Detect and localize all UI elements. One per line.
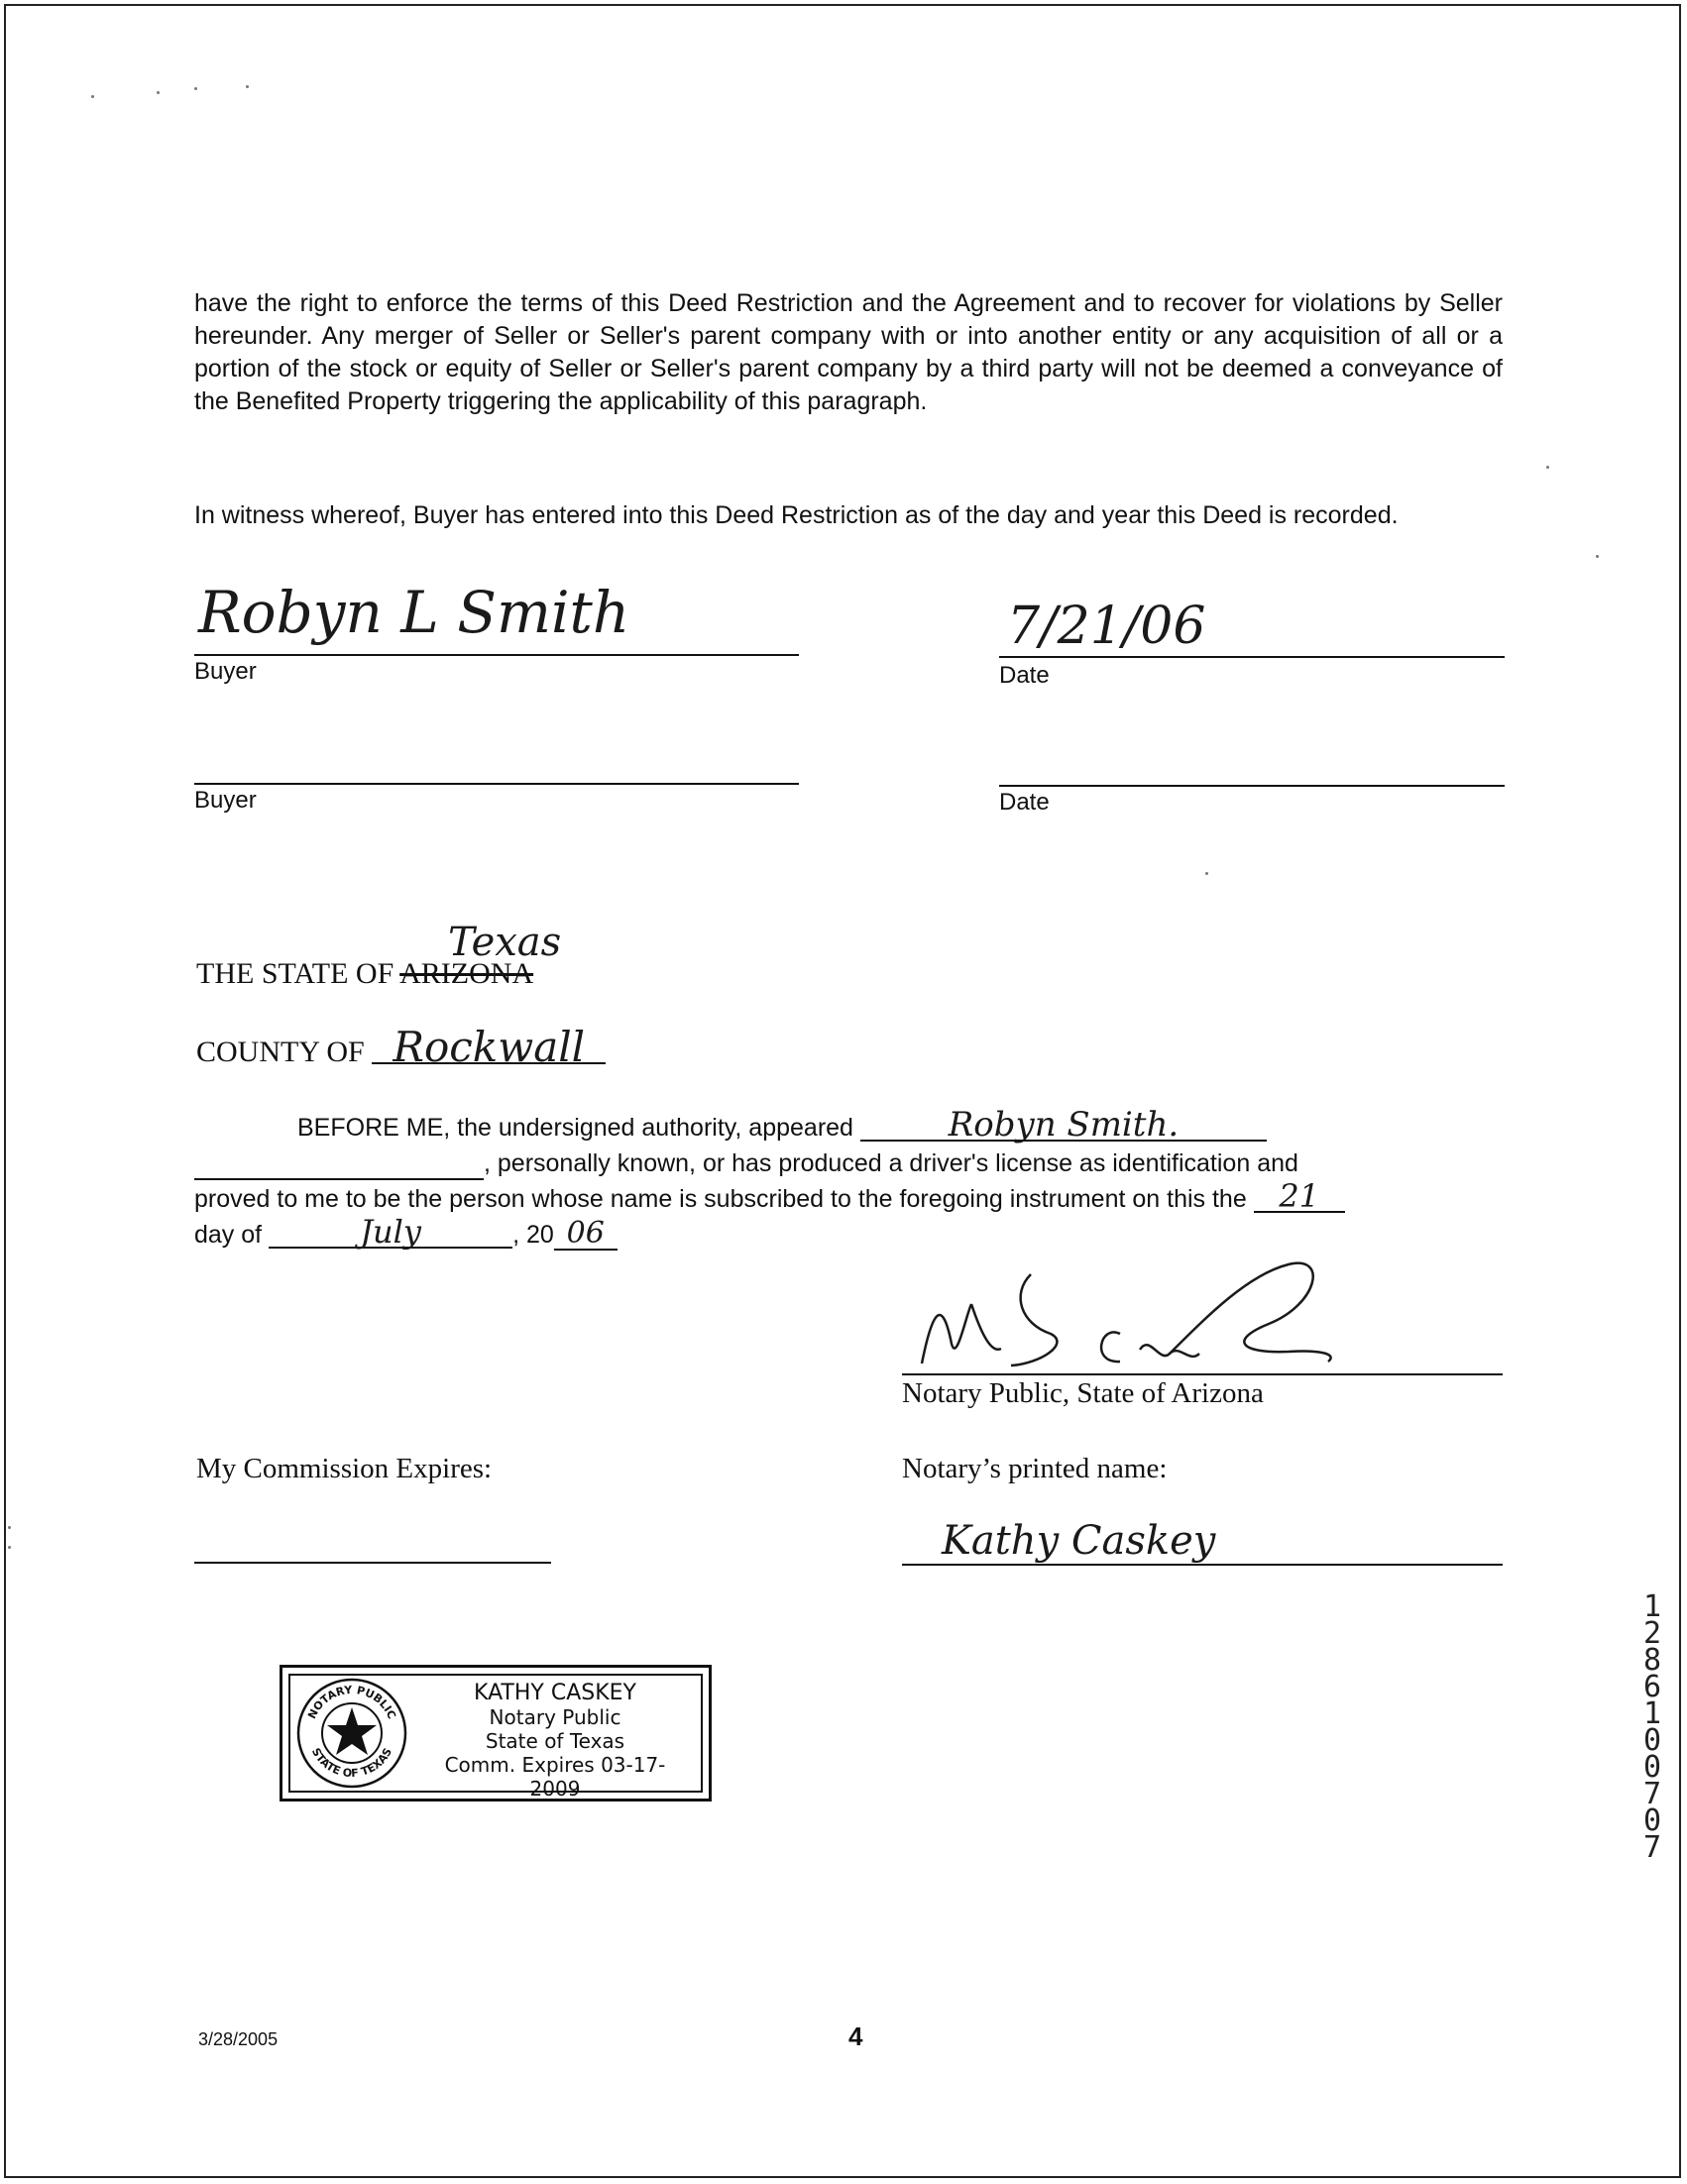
deed-paragraph: have the right to enforce the terms of this Deed Restriction and the Agreement and to recover for violations by Seller hereunder. Any merger of Seller or Seller's parent company with or into another entity or any acquisition of all or a portion of the stock or equity of Seller or Seller's parent company by a third party will not be deemed a conveyance of the Benefited Property triggering the applicability of this paragraph.: [194, 289, 1503, 415]
day-value: 21: [1254, 1181, 1345, 1213]
recording-number: 12861 00707: [1642, 1589, 1662, 1865]
ack-text-3: proved to me to be the person whose name is subscribed to the foregoing instrument on this the: [194, 1185, 1247, 1213]
stamp-line-2: Notary Public: [489, 1705, 621, 1729]
seal-ring-top: NOTARY PUBLIC: [305, 1683, 398, 1721]
ack-text-4: day of: [194, 1221, 263, 1249]
date-label-2: Date: [999, 789, 1050, 816]
buyer-signature: Robyn L Smith: [198, 579, 630, 646]
commission-label: My Commission Expires:: [196, 1453, 493, 1484]
printed-name-line: [902, 1564, 1503, 1566]
printed-name-label: Notary’s printed name:: [902, 1453, 1168, 1484]
ack-text-2: , personally known, or has produced a driver's license as identification and: [484, 1149, 1298, 1177]
notary-signature-line: [902, 1373, 1503, 1375]
stamp-name: KATHY CASKEY: [474, 1681, 636, 1705]
notary-signature-label: Notary Public, State of Arizona: [902, 1377, 1264, 1409]
year-value: 06: [554, 1219, 618, 1251]
county-line: [196, 1023, 606, 1071]
buyer-signature-line: [194, 654, 799, 656]
buyer-signature-line-2: [194, 783, 799, 785]
date-line: [999, 656, 1505, 658]
scan-speck: [91, 95, 94, 98]
scan-speck: [1596, 555, 1599, 558]
acknowledgment: [194, 1105, 1503, 1253]
footer-date: 3/28/2005: [198, 2029, 279, 2049]
date-line-2: [999, 785, 1505, 787]
buyer-label: Buyer: [194, 658, 257, 685]
blank-field: [194, 1148, 484, 1180]
scan-speck: [157, 91, 160, 94]
scan-speck: [194, 87, 197, 90]
page-number: 4: [848, 2021, 863, 2051]
scan-speck: [8, 1546, 11, 1549]
notary-printed-name: Kathy Caskey: [942, 1518, 1216, 1564]
handwritten-county: Rockwall: [372, 1033, 606, 1064]
state-prefix: THE STATE OF: [196, 957, 394, 990]
month-value: July: [269, 1217, 512, 1249]
commission-line: [194, 1562, 551, 1564]
notary-signature: [912, 1255, 1348, 1377]
stamp-text: [421, 1682, 689, 1801]
printed-state-struck: ARIZONA: [399, 957, 534, 990]
date-label: Date: [999, 662, 1050, 689]
stamp-line-3: State of Texas: [485, 1729, 625, 1753]
ack-text-1: BEFORE ME, the undersigned authority, appeared: [297, 1114, 853, 1142]
witness-statement: In witness whereof, Buyer has entered into this Deed Restriction as of the day and year this Deed is recorded.: [194, 501, 1399, 529]
stamp-line-4: Comm. Expires 03-17-2009: [444, 1753, 666, 1801]
scan-speck: [8, 1526, 11, 1529]
scan-speck: [1205, 872, 1208, 875]
county-prefix: COUNTY OF: [196, 1036, 365, 1068]
appeared-name: Robyn Smith.: [860, 1110, 1267, 1142]
buyer-label-2: Buyer: [194, 787, 257, 814]
notary-stamp: [280, 1665, 712, 1802]
notary-seal: [294, 1676, 409, 1791]
scan-speck: [246, 85, 249, 88]
signature-date: 7/21/06: [1007, 597, 1206, 656]
seal-ring-bottom: STATE OF TEXAS: [308, 1745, 395, 1781]
state-line: [196, 957, 533, 991]
year-prefix: , 20: [512, 1221, 554, 1249]
scan-speck: [1546, 466, 1549, 469]
handwritten-state: Texas: [448, 920, 562, 965]
